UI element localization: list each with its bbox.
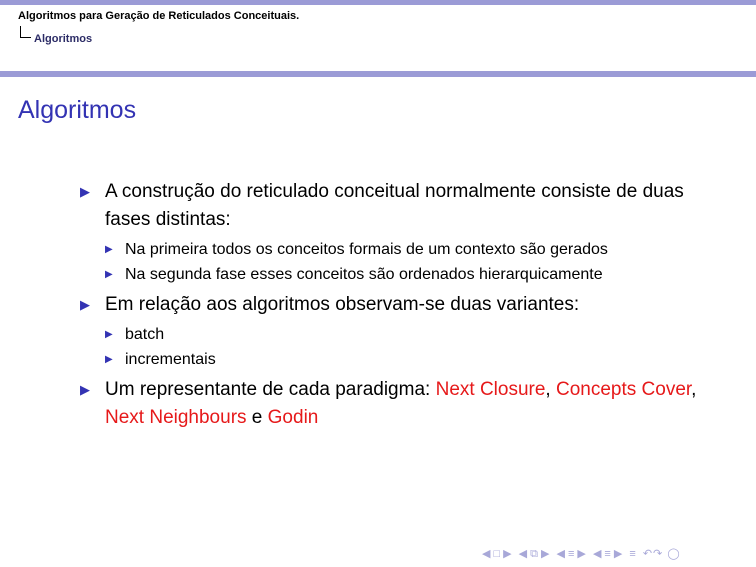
subitem — [105, 322, 700, 347]
nav-section-prev-icon[interactable]: ◀ — [556, 548, 566, 560]
algorithm-next-closure: Next Closure — [435, 379, 546, 400]
header-top-bar — [0, 0, 756, 5]
algorithm-concepts-cover: Concepts Cover — [555, 379, 692, 400]
beamer-navigation-bar — [482, 547, 683, 561]
algorithm-godin: Godin — [267, 407, 319, 428]
subitem — [105, 262, 700, 287]
nav-section-icon[interactable]: ≡ — [567, 548, 576, 560]
separator: e — [246, 407, 268, 428]
nav-first-icon[interactable]: ◀ — [482, 548, 492, 560]
subitem-list — [105, 322, 700, 372]
subitem — [105, 237, 700, 262]
bullet-triangle-icon: ▶ — [80, 382, 90, 397]
slide-content — [80, 178, 700, 436]
nav-subsection-next-icon[interactable]: ▶ — [540, 548, 551, 560]
nav-outline-next-icon[interactable]: ▶ — [613, 548, 624, 560]
subitem-text: Na primeira todos os conceitos formais de um contexto são gerados — [125, 241, 608, 258]
subitem-text: incrementais — [125, 351, 216, 368]
section-label: Algoritmos — [34, 33, 93, 45]
nav-outline-prev-icon[interactable]: ◀ — [592, 548, 603, 560]
tree-connector-icon — [20, 26, 31, 38]
bullet-triangle-icon: ▶ — [80, 184, 90, 199]
nav-search-icon[interactable]: ↶↷ ◯ — [642, 548, 681, 560]
presentation-title: Algoritmos para Geração de Reticulados Conceituais. — [18, 10, 300, 22]
frame-title: Algoritmos — [18, 96, 137, 124]
nav-subsection-prev-icon[interactable]: ◀ — [518, 548, 529, 560]
bullet-item-2 — [80, 291, 700, 372]
nav-outline-icon[interactable]: ≡ — [604, 548, 612, 560]
subitem-text: Na segunda fase esses conceitos são ordenados hierarquicamente — [125, 266, 603, 283]
separator: , — [691, 379, 697, 400]
bullet-item-1 — [80, 178, 700, 287]
sub-bullet-triangle-icon: ▶ — [105, 354, 113, 365]
bullet-text: A construção do reticulado conceitual normalmente consiste de duas fases distintas: — [105, 181, 684, 230]
nav-last-icon[interactable]: ▶ — [503, 548, 513, 560]
nav-subsection-icon[interactable]: ⧉ — [530, 548, 539, 560]
separator: , — [545, 379, 556, 400]
nav-frame-icon[interactable]: □ — [493, 548, 502, 560]
subitem — [105, 347, 700, 372]
bullet-text: Um representante de cada paradigma: — [105, 379, 436, 400]
nav-section-next-icon[interactable]: ▶ — [577, 548, 587, 560]
sub-bullet-triangle-icon: ▶ — [105, 269, 113, 280]
bullet-triangle-icon: ▶ — [80, 297, 90, 312]
subitem-text: batch — [125, 326, 165, 343]
bullet-item-3 — [80, 376, 700, 432]
sub-bullet-triangle-icon: ▶ — [105, 329, 113, 340]
nav-document-icon[interactable]: ≡ — [629, 548, 637, 560]
bullet-text: Em relação aos algoritmos observam-se duas variantes: — [105, 294, 580, 315]
algorithm-next-neighbours: Next Neighbours — [105, 407, 247, 428]
sub-bullet-triangle-icon: ▶ — [105, 244, 113, 255]
header-rule — [0, 71, 756, 77]
subitem-list — [105, 237, 700, 287]
